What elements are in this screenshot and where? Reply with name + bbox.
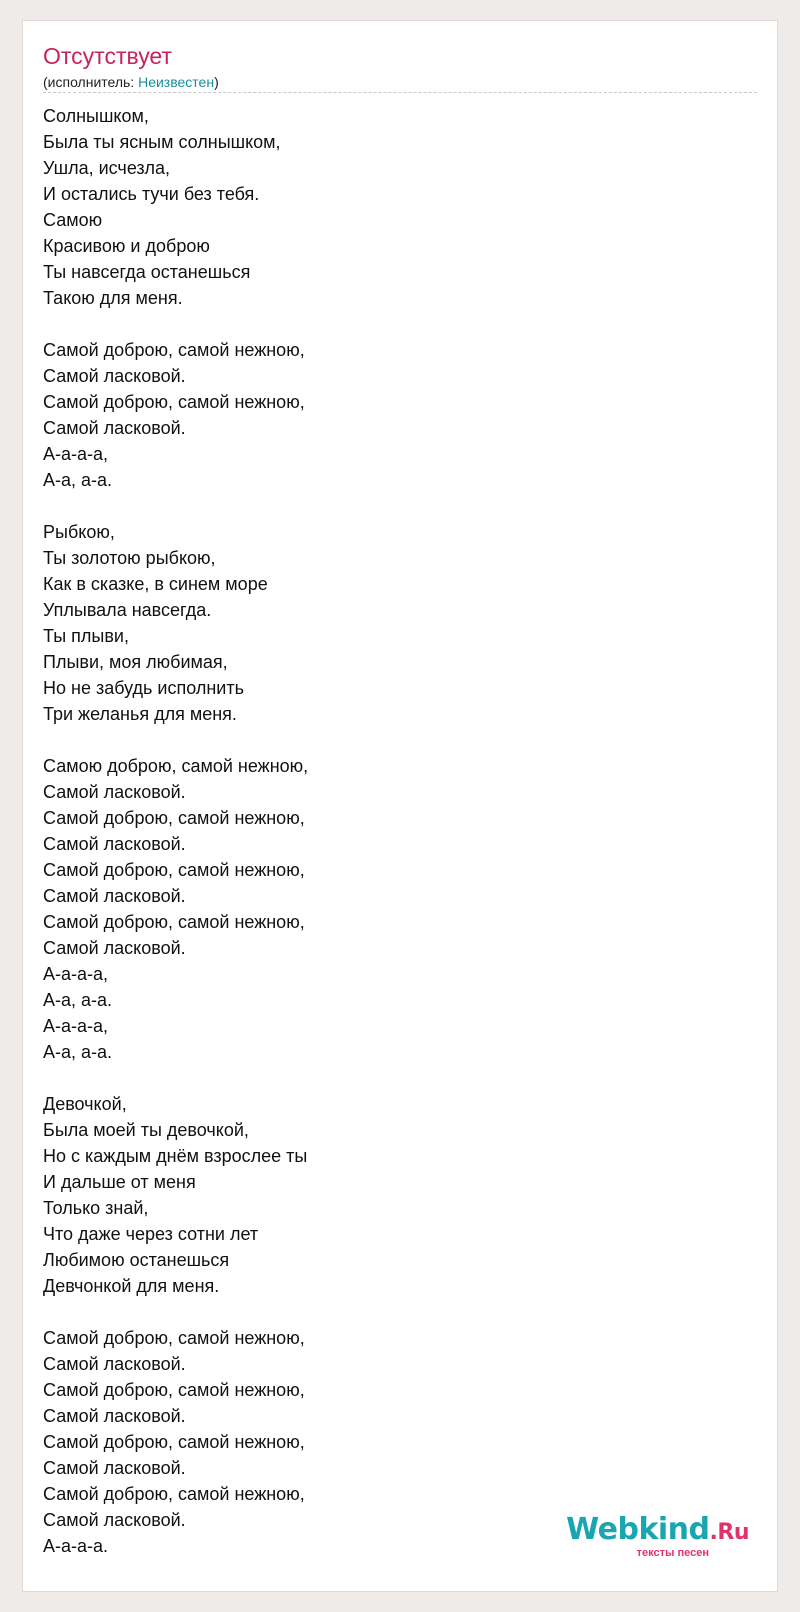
stanza-break xyxy=(43,727,743,753)
lyric-line: Плыви, моя любимая, xyxy=(43,652,228,672)
lyric-line: Красивою и доброю xyxy=(43,236,210,256)
lyric-line: Солнышком, xyxy=(43,106,149,126)
artist-line xyxy=(43,73,219,91)
lyric-line: Что даже через сотни лет xyxy=(43,1224,259,1244)
lyric-line: Но с каждым днём взрослее ты xyxy=(43,1146,308,1166)
lyric-line: Самой доброю, самой нежною, xyxy=(43,1328,305,1348)
artist-link[interactable]: Неизвестен xyxy=(138,74,215,90)
lyric-line: Только знай, xyxy=(43,1198,149,1218)
lyric-line: А-а-а-а. xyxy=(43,1536,109,1556)
lyric-line: Рыбкою, xyxy=(43,522,115,542)
lyric-line: Девочкой, xyxy=(43,1094,127,1114)
song-title: Отсутствует xyxy=(43,43,172,69)
lyric-line: А-а-а-а, xyxy=(43,444,109,464)
stanza-break xyxy=(43,493,743,519)
artist-suffix: ) xyxy=(214,74,219,90)
lyric-line: А-а-а-а, xyxy=(43,964,109,984)
logo-tagline: тексты песен xyxy=(636,1547,709,1559)
lyric-line: И дальше от меня xyxy=(43,1172,196,1192)
logo-main-text: Webkind xyxy=(566,1512,710,1547)
lyric-line: Самой доброю, самой нежною, xyxy=(43,808,305,828)
lyric-line: Была моей ты девочкой, xyxy=(43,1120,249,1140)
lyric-line: Самой ласковой. xyxy=(43,938,186,958)
lyric-line: А-а, а-а. xyxy=(43,1042,113,1062)
lyric-line: Самой ласковой. xyxy=(43,1510,186,1530)
lyric-line: Самой ласковой. xyxy=(43,1458,186,1478)
lyric-line: Самой ласковой. xyxy=(43,834,186,854)
lyric-line: Самой ласковой. xyxy=(43,1354,186,1374)
lyric-line: И остались тучи без тебя. xyxy=(43,184,260,204)
lyric-line: Самою xyxy=(43,210,103,230)
lyric-line: Самой доброю, самой нежною, xyxy=(43,392,305,412)
lyric-line: Самой доброю, самой нежною, xyxy=(43,1484,305,1504)
lyric-line: Девчонкой для меня. xyxy=(43,1276,220,1296)
lyric-line: Самой ласковой. xyxy=(43,1406,186,1426)
lyric-line: Три желанья для меня. xyxy=(43,704,237,724)
lyric-line: Самой ласковой. xyxy=(43,418,186,438)
lyric-line: А-а, а-а. xyxy=(43,470,113,490)
lyric-line: Ты навсегда останешься xyxy=(43,262,251,282)
lyric-line: Самой ласковой. xyxy=(43,782,186,802)
lyric-line: Любимою останешься xyxy=(43,1250,230,1270)
logo-tld: .Ru xyxy=(709,1520,749,1545)
lyric-line: Уплывала навсегда. xyxy=(43,600,212,620)
lyric-line: Ты золотою рыбкою, xyxy=(43,548,216,568)
lyric-line: Самой доброю, самой нежною, xyxy=(43,912,305,932)
lyric-line: Самой доброю, самой нежною, xyxy=(43,860,305,880)
lyric-line: Самой доброю, самой нежною, xyxy=(43,340,305,360)
lyric-line: А-а, а-а. xyxy=(43,990,113,1010)
lyric-line: Была ты ясным солнышком, xyxy=(43,132,281,152)
lyric-line: Как в сказке, в синем море xyxy=(43,574,268,594)
title-divider xyxy=(43,92,757,93)
lyric-line: Самой доброю, самой нежною, xyxy=(43,1380,305,1400)
stanza-break xyxy=(43,1299,743,1325)
lyric-line: Ты плыви, xyxy=(43,626,129,646)
lyric-line: Самой ласковой. xyxy=(43,886,186,906)
lyric-line: А-а-а-а, xyxy=(43,1016,109,1036)
stanza-break xyxy=(43,1065,743,1091)
logo-wordmark xyxy=(566,1513,749,1550)
lyric-line: Самой ласковой. xyxy=(43,366,186,386)
stanza-break xyxy=(43,311,743,337)
webkind-logo[interactable] xyxy=(559,1513,749,1561)
lyric-line: Самою доброю, самой нежною, xyxy=(43,756,309,776)
lyric-line: Самой доброю, самой нежною, xyxy=(43,1432,305,1452)
artist-prefix: (исполнитель: xyxy=(43,74,139,90)
lyric-line: Но не забудь исполнить xyxy=(43,678,244,698)
lyrics-card xyxy=(22,20,778,1592)
lyric-line: Ушла, исчезла, xyxy=(43,158,170,178)
lyrics-text xyxy=(43,103,743,1559)
lyric-line: Такою для меня. xyxy=(43,288,183,308)
